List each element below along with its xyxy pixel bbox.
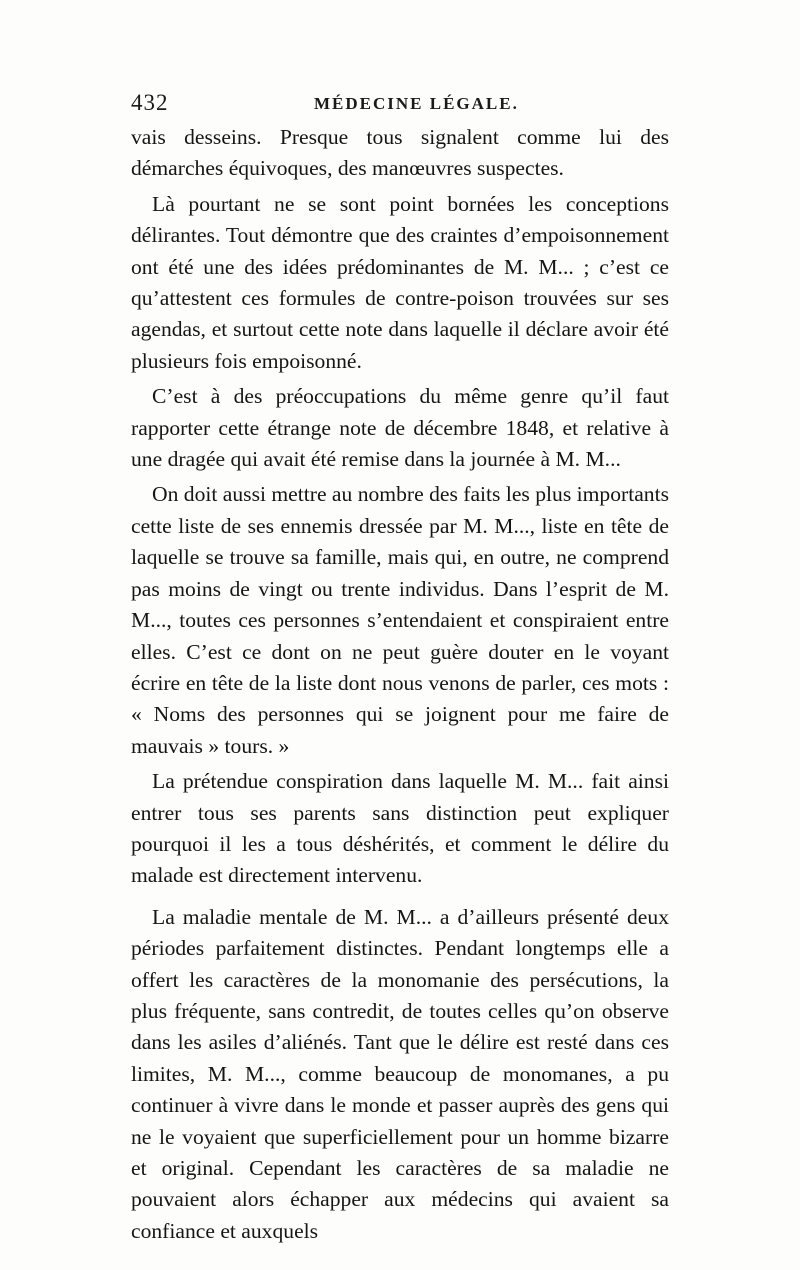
page-header [131, 88, 669, 118]
paragraph: La maladie mentale de M. M... a d’ailleurs présenté deux périodes parfaitement distinctes. Pendant longtemps elle a offert les caractères de la monomanie des persécutions, la plus fréquente, sans contredit, de toutes celles qu’on observe dans les asiles d’aliénés. Tant que le délire est resté dans ces limites, M. M..., comme beaucoup de monomanes, a pu continuer à vivre dans le monde et passer auprès des gens qui ne le voyaient que superficiellement pour un homme bizarre et original. Cependant les caractères de sa maladie ne pouvaient alors échapper aux médecins qui avaient sa confiance et auxquels [131, 904, 669, 1243]
paragraph: On doit aussi mettre au nombre des faits les plus importants cette liste de ses ennemis dressée par M. M..., liste en tête de laquelle se trouve sa famille, mais qui, en outre, ne comprend pas moins de vingt ou trente individus. Dans l’esprit de M. M..., toutes ces personnes s’entendaient et conspiraient entre elles. C’est ce dont on ne peut guère douter en le voyant écrire en tête de la liste dont nous venons de parler, ces mots : « Noms des personnes qui se joignent pour me faire de mauvais » tours. » [131, 482, 669, 758]
paragraph: Là pourtant ne se sont point bornées les conceptions délirantes. Tout démontre que des craintes d’empoisonnement ont été une des idées prédominantes de M. M... ; c’est ce qu’attestent ces formules de contre-poison trouvées sur ses agendas, et surtout cette note dans laquelle il déclare avoir été plusieurs fois empoisonné. [131, 191, 669, 373]
body-text [131, 122, 669, 1247]
running-title: MÉDECINE LÉGALE. [314, 94, 519, 113]
paragraph: C’est à des préoccupations du même genre qu’il faut rapporter cette étrange note de décembre 1848, et relative à une dragée qui avait été remise dans la journée à M. M... [131, 384, 669, 472]
paragraph: La prétendue conspiration dans laquelle M. M... fait ainsi entrer tous ses parents sans distinction peut expliquer pourquoi il les a tous déshérités, et comment le délire du malade est directement intervenu. [131, 769, 669, 888]
paragraph-continuation: vais desseins. Presque tous signalent comme lui des démarches équivoques, des manœuvres suspectes. [131, 125, 669, 181]
page-number: 432 [131, 90, 169, 115]
